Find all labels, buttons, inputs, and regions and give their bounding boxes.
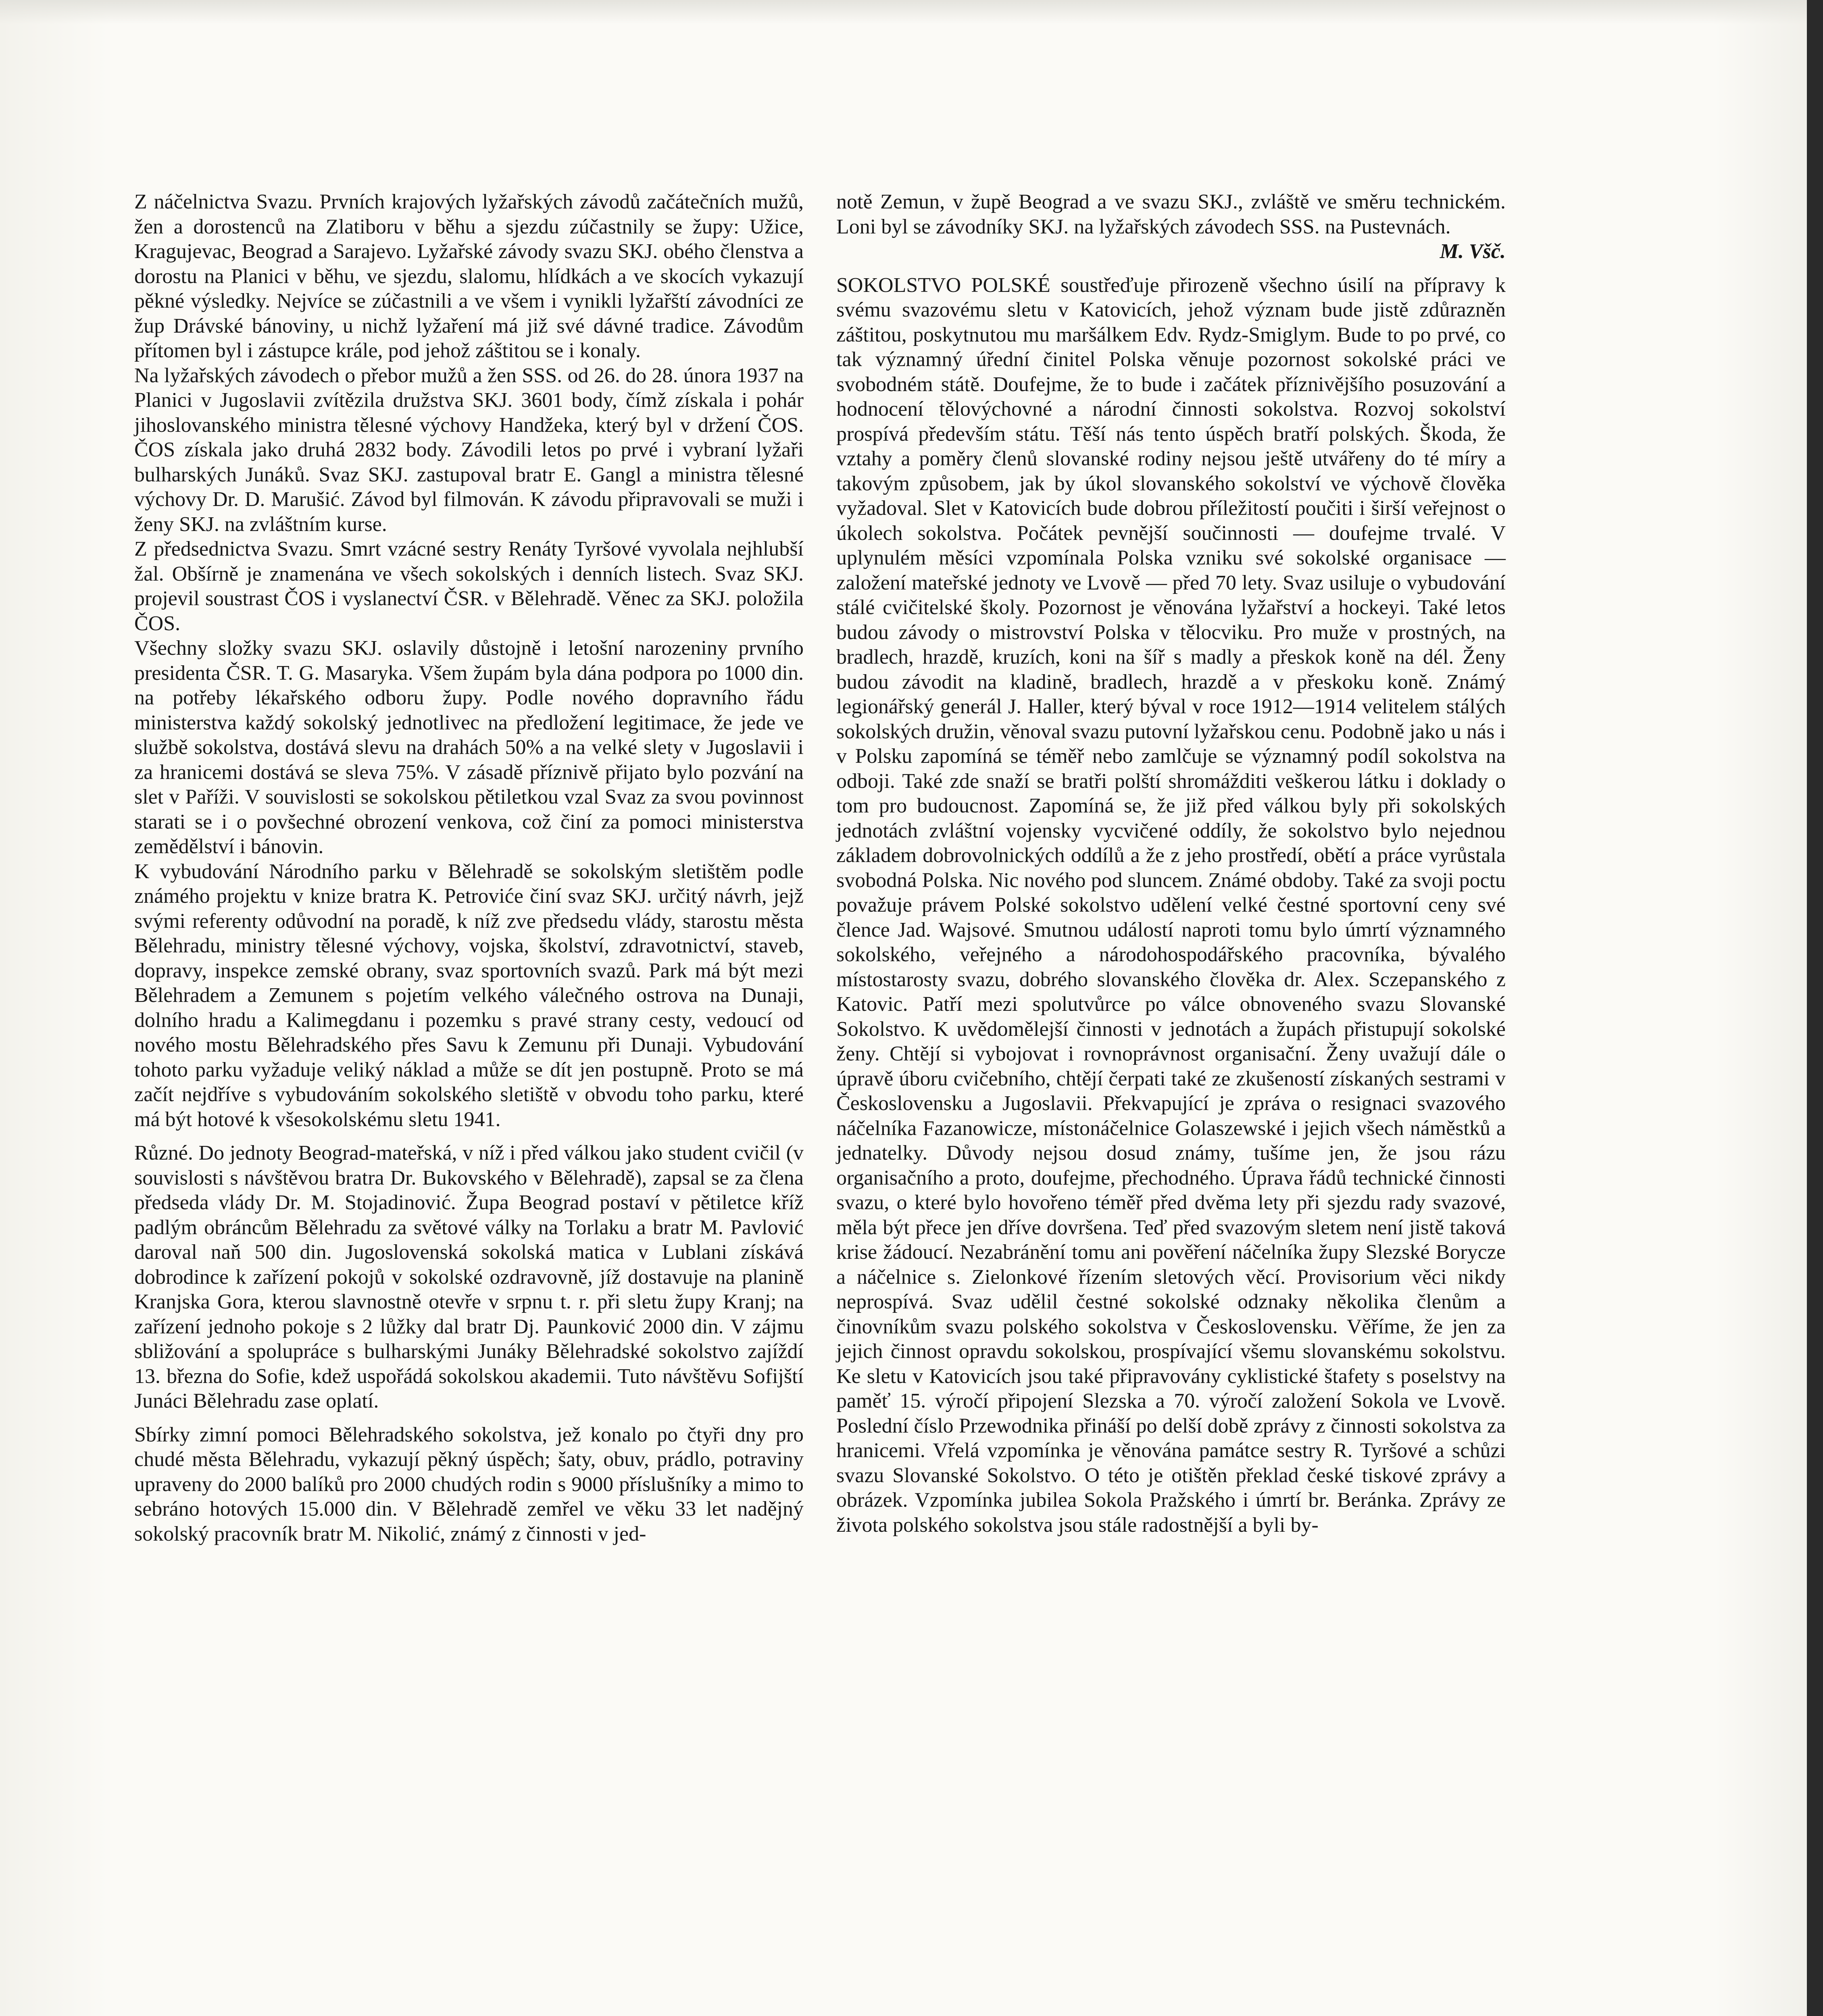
paragraph-lyzarske-zavody-sss: Na lyžařských závodech o přebor mužů a žen SSS. od 26. do 28. února 1937 na Planici v Jugoslavii zvítězila družstva SKJ. 3601 body, čímž získala i pohár jihoslovanského ministra tělesné výchovy Handžeka, který byl v držení ČOS. ČOS získala jako druhá 2832 body. Závodili letos po prvé i vybraní lyžaři bulharských Junáků. Svaz SKJ. zastupoval bratr E. Gangl a ministra tělesné výchovy Dr. D. Marušić. Závod byl filmován. K závodu připravovali se muži i ženy SKJ. na zvláštním kurse. — [134, 364, 804, 536]
right-text-column — [836, 190, 1506, 1537]
paragraph-masaryk-narozeniny: Všechny složky svazu SKJ. oslavily důstojně i letošní narozeniny prvního presidenta ČSR. T. G. Masaryka. Všem župám byla dána podpora po 1000 din. na potřeby lékařského odboru župy. Podle nového dopravního řádu ministerstva každý sokolský jednotlivec na předložení legitimace, že jede ve službě sokolstva, dostává slevu na drahách 50% a na velké slety v Jugoslavii i za hranicemi dostává se sleva 75%. V zásadě příznivě přijato bylo pozvání na slet v Paříži. V souvislosti se sokolskou pětiletkou vzal Svaz za svou povinnost starati se i o povšechné obrození venkova, což činí za pomoci ministerstva zemědělství i bánovin. — [134, 637, 804, 858]
paragraph-zemun-continuation: notě Zemun, v župě Beograd a ve svazu SKJ., zvláště ve směru technickém. Loni byl se závodníky SKJ. na lyžařských závodech SSS. na Pustevnách. — [836, 190, 1506, 238]
left-text-column — [134, 190, 804, 1546]
paragraph-predsednictva: Z předsednictva Svazu. Smrt vzácné sestry Renáty Tyršové vyvolala nejhlubší žal. Obšírně je znamenána ve všech sokolských i denních listech. Svaz SKJ. projevil soustrast ČOS i vyslanectví ČSR. v Bělehradě. Věnec za SKJ. položila ČOS. — [134, 537, 804, 635]
page-top-shadow — [0, 0, 1823, 24]
paragraph-sokolstvo-polske: SOKOLSTVO POLSKÉ soustřeďuje přirozeně všechno úsilí na přípravy k svému svazovému sletu v Katovicích, jehož význam bude jistě zdůrazněn záštitou, poskytnutou mu maršálkem Edv. Rydz-Smiglym. Bude to po prvé, co tak významný úřední činitel Polska věnuje pozornost sokolské práci ve svobodném státě. Doufejme, že to bude i začátek příznivějšího posuzování a hodnocení tělovýchovné a národní činnosti sokolstva. Rozvoj sokolství prospívá především státu. Těší nás tento úspěch bratří polských. Škoda, že vztahy a poměry členů slovanské rodiny nejsou ještě utvářeny do té míry a takovým způsobem, jak by úkol slovanského sokolství ve výchově člověka vyžadoval. Slet v Katovicích bude dobrou příležitostí poučiti i širší veřejnost o úkolech sokolstva. Počátek pevnější součinnosti — doufejme trvalé. V uplynulém měsíci vzpomínala Polska vzniku své sokolské organisace — založení mateřské jednoty ve Lvově — před 70 lety. Svaz usiluje o vybudování stálé cvičitelské školy. Pozornost je věnována lyžařství a hockeyi. Také letos budou závody o mistrovství Polska v tělocviku. Pro muže v prostných, na bradlech, hrazdě, kruzích, koni na šíř s madly a přeskok koně na dél. Ženy budou závodit na kladině, bradlech, hrazdě a v přeskoku koně. Známý legionářský generál J. Haller, který býval v roce 1912—1914 velitelem stálých sokolských družin, věnoval svazu putovní lyžařskou cenu. Podobně jako u nás i v Polsku zapomíná se téměř nebo zamlčuje se významný podíl sokolstva na odboji. Také zde snaží se bratři polští shromážditi veškerou látku i doklady o tom pro budoucnost. Zapomíná se, že již před válkou byly při sokolských jednotách zvláštní vojensky vycvičené oddíly, že sokolstvo bylo nejednou základem dobrovolnických oddílů a že z jeho prostředí, obětí a práce vyrůstala svobodná Polska. Nic nového pod sluncem. Známé obdoby. Také za svoji poctu považuje právem Polské sokolstvo udělení velké čestné sportovní ceny své člence Jad. Wajsové. Smutnou událostí naproti tomu bylo úmrtí významného sokolského, veřejného a národohospodářského pracovníka, bývalého místostarosty svazu, dobrého slovanského člověka dr. Alex. Sczepanského z Katovic. Patří mezi spolutvůrce po válce obnoveného svazu Slovanské Sokolstvo. K uvědomělejší činnosti v jednotách a župách přistupují sokolské ženy. Chtějí si vybojovat i rovnoprávnost organisační. Ženy uvažují dále o úpravě úboru cvičebního, chtějí čerpati také ze zkušeností získaných sestrami v Československu a Jugoslavii. Překvapující je zpráva o resignaci svazového náčelníka Fazanowicze, místonáčelnice Golaszewské i jejich všech náměstků a jednatelky. Důvody nejsou dosud známy, tušíme jen, že jsou rázu organisačního a proto, doufejme, přechodného. Úprava řádů technické činnosti svazu, o které bylo hovořeno téměř před dvěma lety při sjezdu rady svazové, měla být přece jen dříve dovršena. Teď před svazovým sletem není jistě taková krise žádoucí. Nezabránění tomu ani pověření náčelníka župy Slezské Borycze a náčelnice s. Zielonkové řízením sletových věcí. Provisorium věci nikdy neprospívá. Svaz udělil čestné sokolské odznaky několika členům a činovníkům svazu polského sokolstva v Československu. Věříme, že jen za jejich činnost opravdu sokolskou, prospívající všemu slovanskému sokolstvu. Ke sletu v Katovicích jsou také připravovány cyklistické štafety s poselstvy na paměť 15. výročí připojení Slezska a 70. výročí založení Sokola ve Lvově. Poslední číslo Przewodnika přináší po delší době zprávy z činnosti sokolstva za hranicemi. Vřelá vzpomínka je věnována památce sestry R. Tyršové a schůzi svazu Slovanské Sokolstvo. O této je otištěn překlad české tiskové zprávy a obrázek. Vzpomínka jubilea Sokola Pražského i úmrtí br. Beránka. Zprávy ze života polského sokolstva jsou stále radostnější a byli by- — [836, 273, 1506, 1537]
paragraph-narodni-park: K vybudování Národního parku v Bělehradě se sokolským sletištěm podle známého projektu v knize bratra K. Petroviće činí svaz SKJ. určitý návrh, jejž svými referenty odůvodní na poradě, k níž zve předsedu vlády, starostu města Bělehradu, ministry tělesné výchovy, vojska, školství, zdravotnictví, staveb, dopravy, inspekce zemské obrany, svaz sportovních svazů. Park má být mezi Bělehradem a Zemunem s pojetím velkého válečného ostrova na Dunaji, dolního hradu a Kalimegdanu i pozemku s pravé strany cesty, vedoucí od nového mostu Bělehradského přes Savu k Zemunu při Dunaji. Vybudování tohoto parku vyžaduje veliký náklad a může se dít jen postupně. Proto se má začít nejdříve s vybudováním sokolského sletiště v obvodu toho parku, které má být hotové k všesokolskému sletu 1941. — [134, 860, 804, 1131]
page-right-edge — [1807, 0, 1823, 2016]
paragraph-ruzne: Různé. Do jednoty Beograd-mateřská, v níž i před válkou jako student cvičil (v souvislosti s návštěvou bratra Dr. Bukovského v Bělehradě), zapsal se za člena předseda vlády Dr. M. Stojadinović. Župa Beograd postaví v pětiletce kříž padlým obráncům Bělehradu za světové války na Torlaku a bratr M. Pavlović daroval naň 500 din. Jugoslovenská sokolská matica v Lublani získává dobrodince k zařízení pokojů v sokolské ozdravovně, jíž dostavuje na planině Kranjska Gora, kterou slavnostně otevře v srpnu t. r. při sletu župy Kranj; na zařízení jednoho pokoje s 2 lůžky dal bratr Dj. Paunković 2000 din. V zájmu sbližování a spolupráce s bulharskými Junáky Bělehradské sokolstvo zajíždí 13. března do Sofie, kdež uspořádá sokolskou akademii. Tuto návštěvu Sofijští Junáci Bělehradu zase oplatí. — [134, 1141, 804, 1412]
paragraph-sbirky: Sbírky zimní pomoci Bělehradského sokolstva, jež konalo po čtyři dny pro chudé města Bělehradu, vykazují pěkný úspěch; šaty, obuv, prádlo, potraviny upraveny do 2000 balíků pro 2000 chudých rodin s 9000 příslušníky a mimo to sebráno hotových 15.000 din. V Bělehradě zemřel ve věku 33 let nadějný sokolský pracovník bratr M. Nikolić, známý z činnosti v jed- — [134, 1423, 804, 1545]
paragraph-nacelnictva: Z náčelnictva Svazu. Prvních krajových lyžařských závodů začátečních mužů, žen a dorostenců na Zlatiboru v běhu a sjezdu zúčastnily se župy: Užice, Kragujevac, Beograd a Sarajevo. Lyžařské závody svazu SKJ. obého členstva a dorostu na Planici v běhu, ve sjezdu, slalomu, hlídkách a ve skocích vykazují pěkné výsledky. Nejvíce se zúčastnili a ve všem i vynikli lyžařští závodníci ze žup Drávské bánoviny, u nichž lyžaření má již své dávné tradice. Závodům přítomen byl i zástupce krále, pod jehož záštitou se i konaly. — [134, 190, 804, 362]
author-signature: M. Všč. — [1440, 240, 1506, 263]
